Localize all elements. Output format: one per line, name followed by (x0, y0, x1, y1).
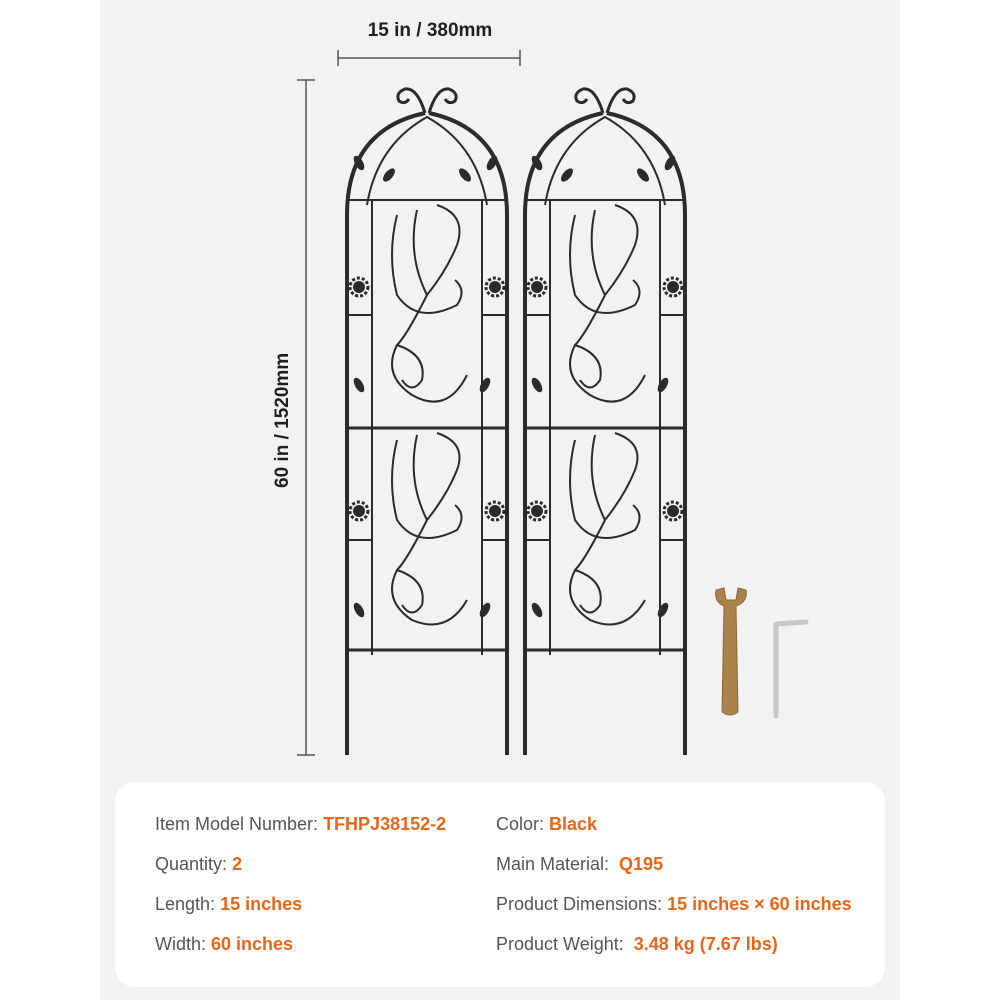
hex-key-icon (776, 622, 806, 716)
spec-value: 15 inches (220, 894, 303, 914)
spec-color (496, 814, 597, 835)
spec-value: Q195 (619, 854, 664, 874)
spec-label: Main Material: (496, 854, 620, 874)
spec-value: 15 inches × 60 inches (667, 894, 852, 914)
spec-label: Product Dimensions: (496, 894, 668, 914)
spec-value: 3.48 kg (7.67 lbs) (633, 934, 778, 954)
spec-card (115, 782, 885, 987)
spec-label: Item Model Number: (155, 814, 324, 834)
spec-label: Width: (155, 934, 212, 954)
spec-label: Color: (496, 814, 550, 834)
spec-value: 2 (232, 854, 243, 874)
width-dimension-line (338, 50, 520, 66)
spec-value: Black (549, 814, 598, 834)
spec-weight (496, 934, 778, 955)
spec-quantity (155, 854, 242, 875)
height-dimension-line (297, 80, 315, 755)
spec-value: TFHPJ38152-2 (323, 814, 447, 834)
spec-label: Quantity: (155, 854, 233, 874)
trellis-panel-right (525, 89, 685, 755)
spec-value: 60 inches (211, 934, 294, 954)
spec-dimensions (496, 894, 852, 915)
wrench-icon (716, 588, 747, 715)
spec-label: Product Weight: (496, 934, 634, 954)
width-dimension-label: 15 in / 380mm (367, 20, 493, 41)
spec-width (155, 934, 293, 955)
height-dimension-label: 60 in / 1520mm (272, 352, 293, 488)
spec-material (496, 854, 663, 875)
spec-label: Length: (155, 894, 221, 914)
spec-length (155, 894, 302, 915)
trellis-panel-left (347, 89, 507, 755)
spec-model-number (155, 814, 446, 835)
